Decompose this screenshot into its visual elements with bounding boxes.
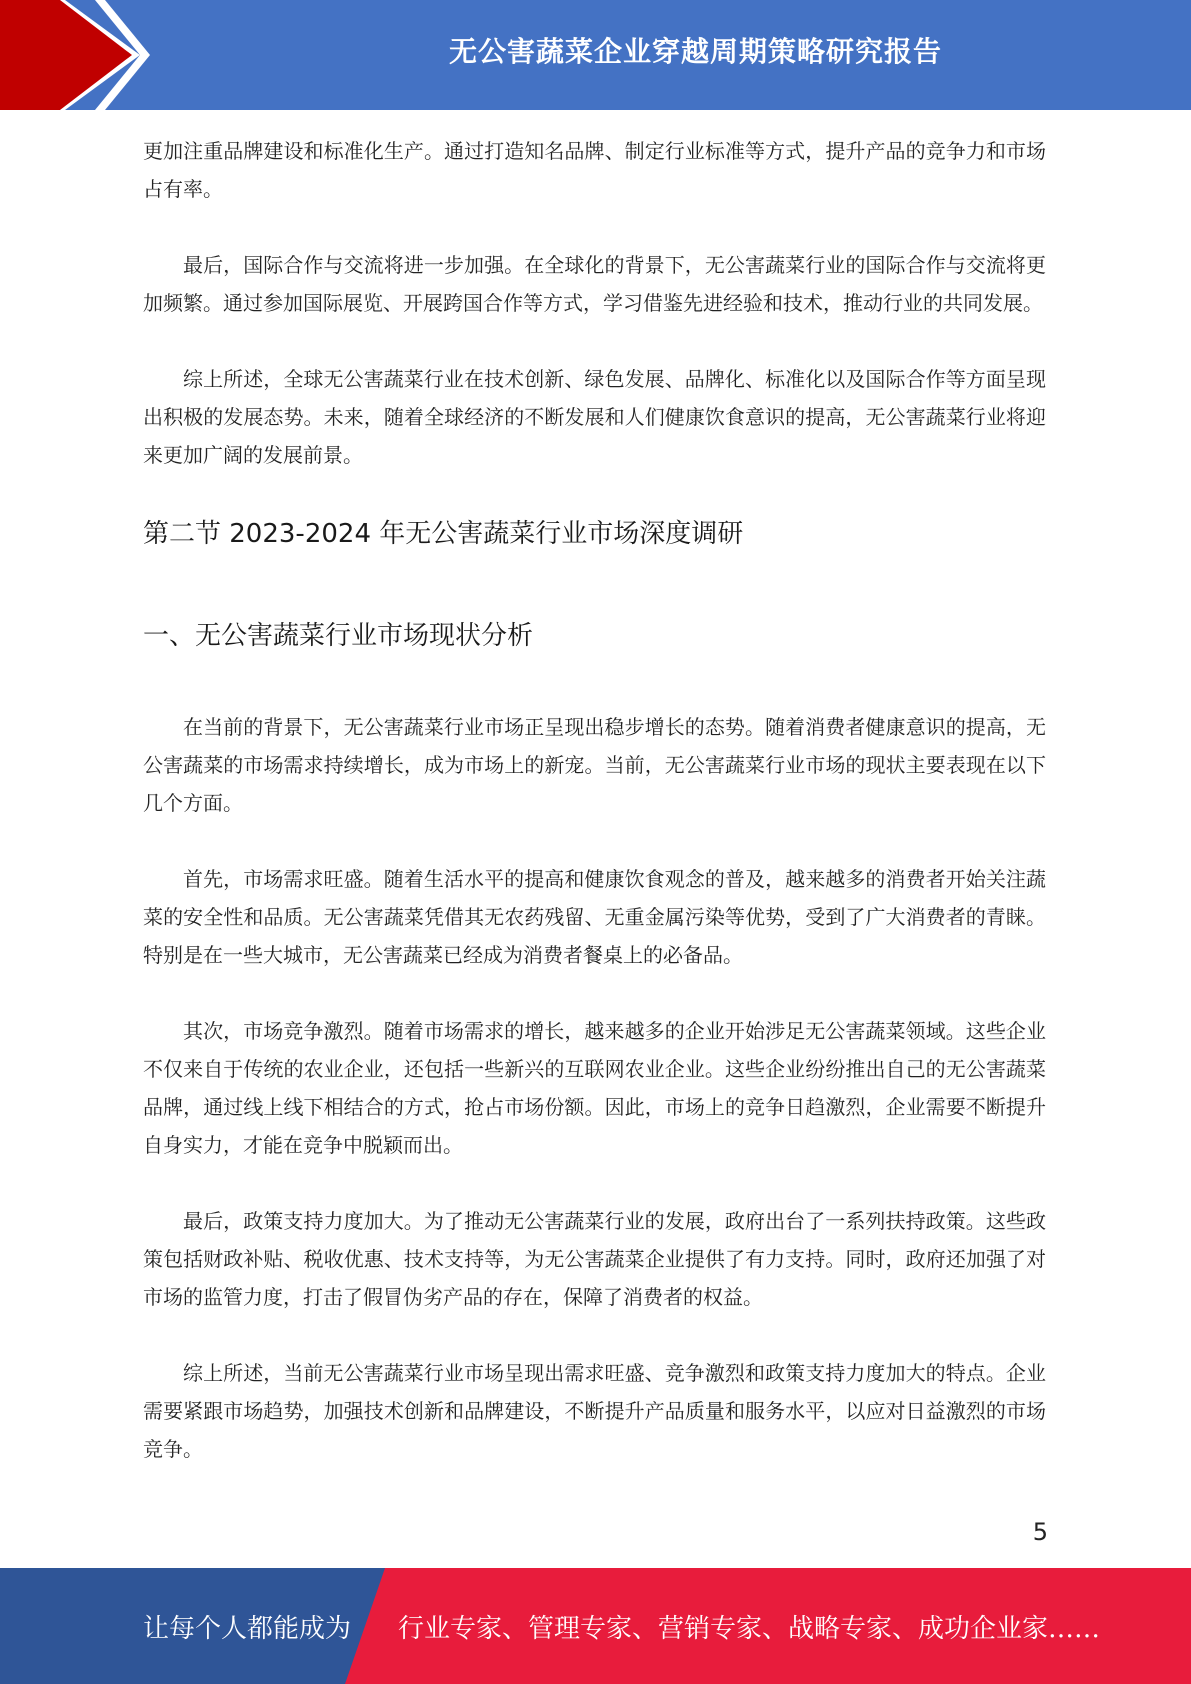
paragraph: 其次，市场竞争激烈。随着市场需求的增长，越来越多的企业开始涉足无公害蔬菜领域。这些企业不仅来自于传统的农业企业，还包括一些新兴的互联网农业企业。这些企业纷纷推出自己的无公害蔬菜品牌，通过线上线下相结合的方式，抢占市场份额。因此，市场上的竞争日趋激烈，企业需要不断提升自身实力，才能在竞争中脱颖而出。 [143,1019,1046,1157]
paragraph: 最后，国际合作与交流将进一步加强。在全球化的背景下，无公害蔬菜行业的国际合作与交流将更加频繁。通过参加国际展览、开展跨国合作等方式，学习借鉴先进经验和技术，推动行业的共同发展。 [143,253,1046,315]
report-title: 无公害蔬菜企业穿越周期策略研究报告 [448,35,942,68]
footer-banner [0,1568,1191,1684]
footer-slogan-left: 让每个人都能成为 [143,1613,352,1644]
paragraph: 最后，政策支持力度加大。为了推动无公害蔬菜行业的发展，政府出台了一系列扶持政策。这些政策包括财政补贴、税收优惠、技术支持等，为无公害蔬菜企业提供了有力支持。同时，政府还加强了对市场的监管力度，打击了假冒伪劣产品的存在，保障了消费者的权益。 [143,1209,1046,1309]
paragraph: 更加注重品牌建设和标准化生产。通过打造知名品牌、制定行业标准等方式，提升产品的竞争力和市场占有率。 [143,139,1046,201]
header-bar [0,0,1191,110]
page-number: 5 [1032,1518,1048,1546]
subsection-heading: 一、无公害蔬菜行业市场现状分析 [143,621,534,651]
page-content [143,132,1046,1468]
paragraph: 首先，市场需求旺盛。随着生活水平的提高和健康饮食观念的普及，越来越多的消费者开始关注蔬菜的安全性和品质。无公害蔬菜凭借其无农药残留、无重金属污染等优势，受到了广大消费者的青睐。特别是在一些大城市，无公害蔬菜已经成为消费者餐桌上的必备品。 [143,867,1046,967]
paragraph: 在当前的背景下，无公害蔬菜行业市场正呈现出稳步增长的态势。随着消费者健康意识的提高，无公害蔬菜的市场需求持续增长，成为市场上的新宠。当前，无公害蔬菜行业市场的现状主要表现在以下几个方面。 [143,715,1046,815]
footer-slogan-right: 行业专家、管理专家、营销专家、战略专家、成功企业家…… [398,1613,1101,1644]
header-arrow-icon [0,0,160,110]
paragraph: 综上所述，全球无公害蔬菜行业在技术创新、绿色发展、品牌化、标准化以及国际合作等方面呈现出积极的发展态势。未来，随着全球经济的不断发展和人们健康饮食意识的提高，无公害蔬菜行业将迎来更加广阔的发展前景。 [143,367,1046,467]
section-heading: 第二节 2023-2024 年无公害蔬菜行业市场深度调研 [143,519,744,549]
paragraph: 综上所述，当前无公害蔬菜行业市场呈现出需求旺盛、竞争激烈和政策支持力度加大的特点。企业需要紧跟市场趋势，加强技术创新和品牌建设，不断提升产品质量和服务水平，以应对日益激烈的市场竞争。 [143,1361,1046,1461]
